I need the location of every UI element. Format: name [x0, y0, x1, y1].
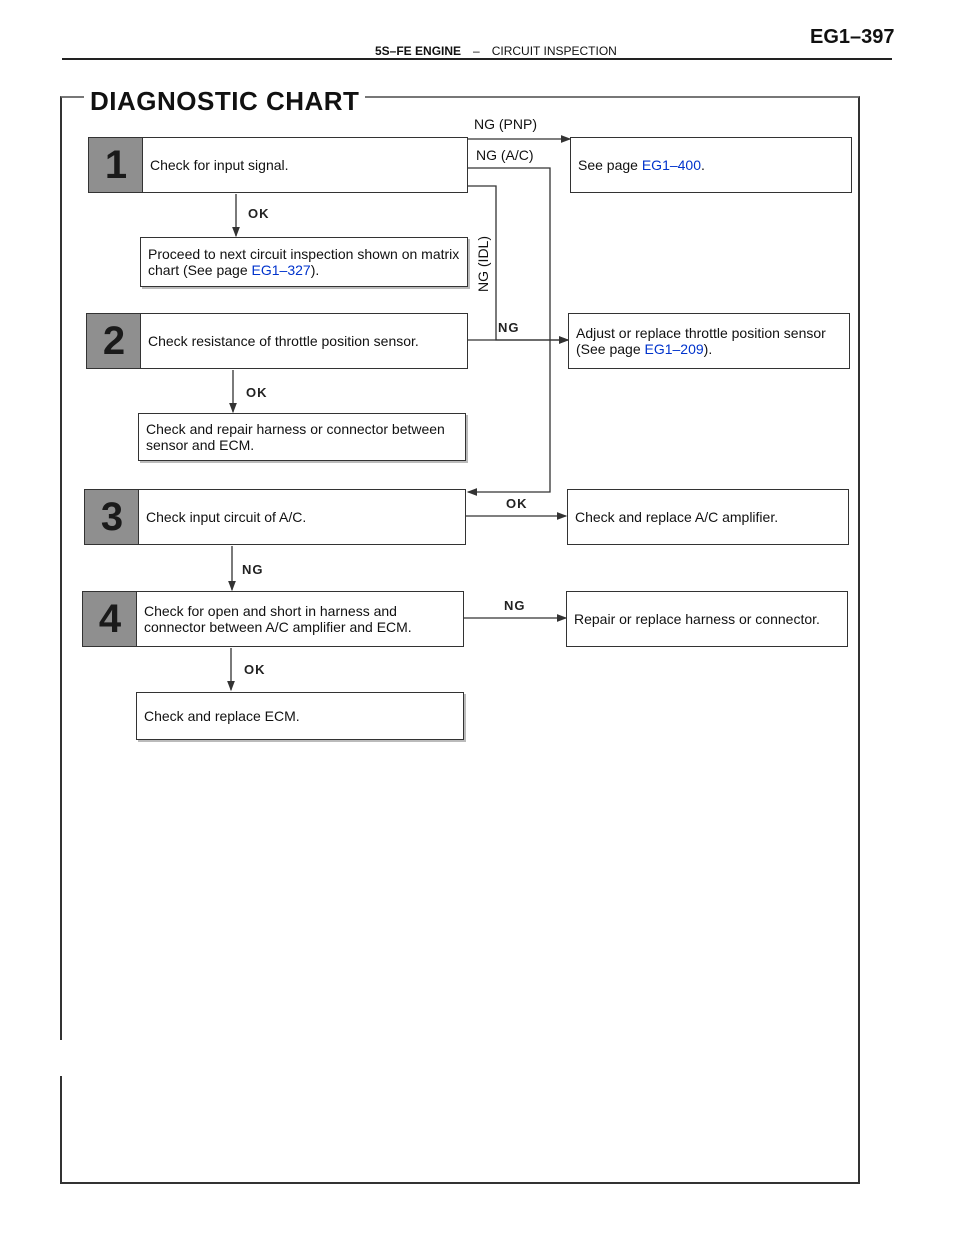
label-ok-3: OK — [506, 496, 528, 511]
step-2-box — [140, 313, 468, 369]
page-code: EG1–397 — [810, 26, 895, 48]
step-2-text: Check resistance of throttle position sensor. — [148, 333, 419, 349]
result-repair-harness-box — [566, 591, 848, 647]
replace-ecm-text: Check and replace ECM. — [144, 708, 300, 724]
link-eg1-209[interactable]: EG1–209 — [644, 341, 704, 357]
proceed-text: Proceed to next circuit inspection shown on matrix chart (See page EG1–327). — [148, 246, 460, 278]
step-3-text: Check input circuit of A/C. — [146, 509, 307, 525]
step-1-text: Check for input signal. — [150, 157, 289, 173]
result-adjust-sensor-box — [568, 313, 850, 369]
label-ng-2: NG — [498, 320, 520, 335]
step-4-text: Check for open and short in harness and connector between A/C amplifier and ECM. — [144, 603, 412, 635]
label-ng-pnp: NG (PNP) — [474, 116, 537, 132]
repair-sensor-harness-text: Check and repair harness or connector between sensor and ECM. — [146, 421, 445, 453]
result-replace-amplifier-text: Check and replace A/C amplifier. — [575, 509, 779, 525]
link-eg1-327[interactable]: EG1–327 — [251, 262, 311, 278]
link-eg1-400[interactable]: EG1–400 — [641, 157, 702, 173]
proceed-box — [140, 237, 468, 287]
result-replace-amplifier-box — [567, 489, 849, 545]
step-4-box — [136, 591, 464, 647]
header-subsection: CIRCUIT INSPECTION — [491, 44, 617, 58]
repair-sensor-harness-box — [138, 413, 466, 461]
label-ok-4: OK — [244, 662, 266, 677]
header-section: 5S–FE ENGINE — [375, 44, 462, 58]
result-see-page-text: See page EG1–400. — [578, 157, 705, 173]
step-2-number: 2 — [86, 313, 142, 369]
result-see-page-box — [570, 137, 852, 193]
label-ng-3: NG — [242, 562, 264, 577]
replace-ecm-box — [136, 692, 464, 740]
header-separator: – — [473, 44, 480, 58]
label-ok-1: OK — [248, 206, 270, 221]
label-ok-2: OK — [246, 385, 268, 400]
chart-title: DIAGNOSTIC CHART — [84, 86, 365, 117]
result-adjust-sensor-text: Adjust or replace throttle position sensor (See page EG1–209). — [576, 325, 826, 357]
label-ng-ac: NG (A/C) — [476, 147, 534, 163]
step-4-number: 4 — [82, 591, 138, 647]
step-3-box — [138, 489, 466, 545]
label-ng-4: NG — [504, 598, 526, 613]
result-repair-harness-text: Repair or replace harness or connector. — [574, 611, 820, 627]
step-3-number: 3 — [84, 489, 140, 545]
label-ng-idl: NG (IDL) — [475, 236, 491, 292]
step-1-number: 1 — [88, 137, 144, 193]
step-1-box — [142, 137, 468, 193]
